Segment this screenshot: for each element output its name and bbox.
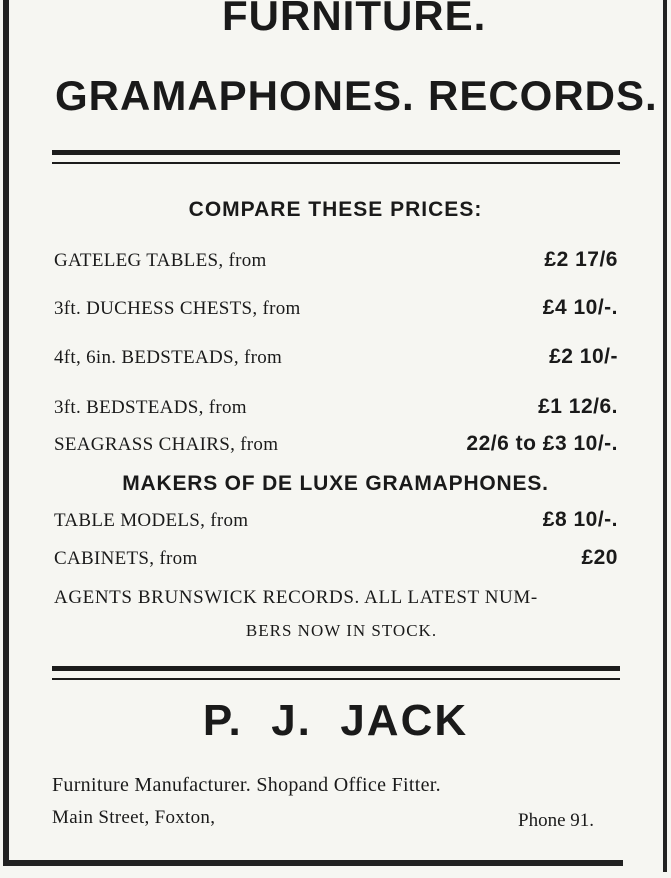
price-row [54, 345, 618, 375]
agents-line-1: AGENTS BRUNSWICK RECORDS. ALL LATEST NUM- [54, 587, 538, 608]
item-label: GATELEG TABLES, from [54, 250, 267, 271]
price-row [54, 248, 618, 278]
business-name: P. J. JACK [202, 696, 469, 745]
price-row [54, 395, 618, 425]
headline-furniture: FURNITURE. [222, 0, 487, 39]
item-price: £1 12/6. [538, 395, 618, 418]
agents-line-2: BERS NOW IN STOCK. [245, 621, 438, 640]
headline-gramaphones: GRAMAPHONES. [55, 72, 415, 119]
item-price: £4 10/-. [542, 296, 618, 319]
address: Main Street, Foxton, [52, 807, 216, 828]
price-row [54, 546, 618, 576]
item-price: £2 10/- [549, 345, 618, 368]
item-price: £20 [581, 546, 618, 569]
item-label: TABLE MODELS, from [54, 510, 249, 531]
divider-bottom-thin [52, 678, 620, 680]
item-label: 3ft. DUCHESS CHESTS, from [54, 298, 301, 319]
item-price: 22/6 to £3 10/-. [466, 432, 618, 455]
gramaphone-heading: MAKERS OF DE LUXE GRAMAPHONES. [122, 472, 549, 495]
item-label: CABINETS, from [54, 548, 198, 569]
item-label: 3ft. BEDSTEADS, from [54, 397, 247, 418]
item-price: £8 10/-. [542, 508, 618, 531]
price-row [54, 296, 618, 326]
item-label: SEAGRASS CHAIRS, from [54, 434, 279, 455]
trade-line: Furniture Manufacturer. Shopand Office Fitter. [52, 774, 441, 796]
price-row [54, 432, 618, 462]
compare-heading: COMPARE THESE PRICES: [188, 198, 483, 221]
phone: Phone 91. [518, 810, 594, 831]
item-price: £2 17/6 [544, 248, 618, 271]
price-row [54, 508, 618, 538]
page-border-bottom [3, 860, 623, 866]
item-label: 4ft, 6in. BEDSTEADS, from [54, 347, 283, 368]
divider-top-thick [52, 150, 620, 155]
headline-records: RECORDS. [428, 72, 658, 119]
divider-top-thin [52, 162, 620, 164]
divider-bottom-thick [52, 666, 620, 671]
